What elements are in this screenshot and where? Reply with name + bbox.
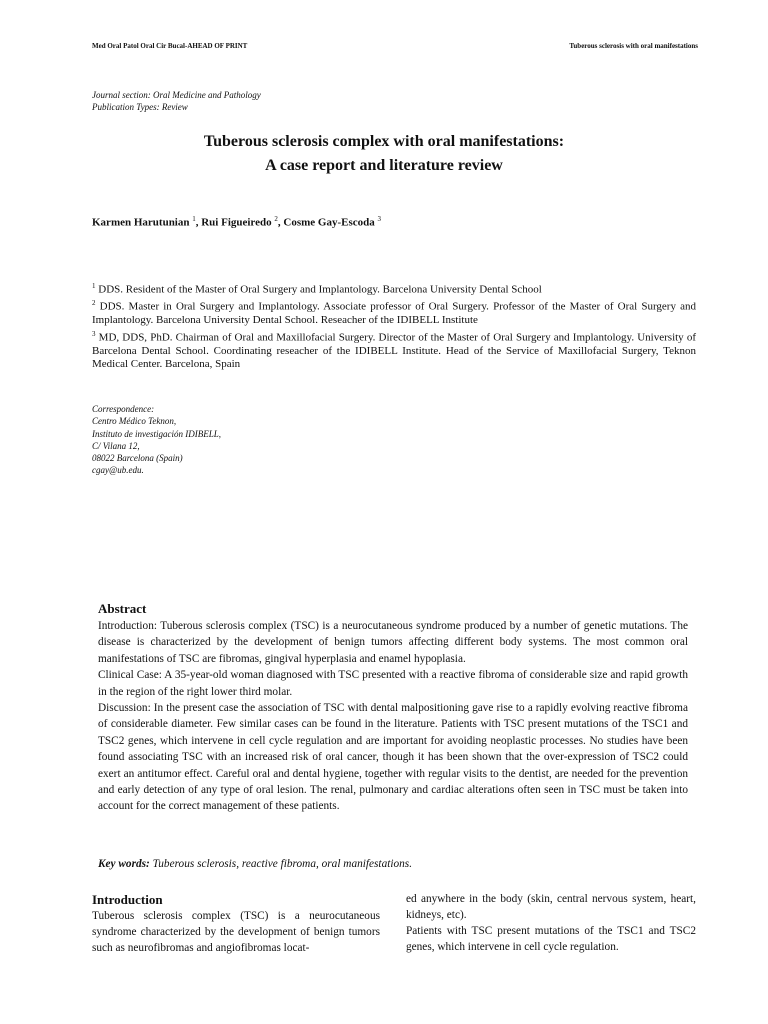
abstract-paragraph: Discussion: In the present case the association of TSC with dental malpositioning gave rise to a rapidly evolving reactive fibroma of considerable diameter. Few similar cases can be found in the literature. Patients with TSC present mutations of the TSC1 and TSC2 genes, which intervene in cell cycle regulation and are important for avoiding neoplastic processes. No studies have been found associating TSC with an increased risk of oral cancer, though it has been shown that the over-expression of TSC2 could exert an antitumor effect. Careful oral and dental hygiene, together with regular visits to the dentist, are needed for the prevention and early detection of any type of oral lesion. The renal, pulmonary and cardiac alterations often seen in TSC must be taken into account for the correct management of these patients. — [98, 702, 688, 813]
body-column-right — [406, 891, 696, 955]
author-affil-marker: 2 — [274, 215, 278, 223]
correspondence-email: cgay@ub.edu. — [92, 465, 144, 476]
affiliations — [92, 280, 696, 372]
affiliation-text: DDS. Resident of the Master of Oral Surgery and Implantology. Barcelona University Dental School — [98, 283, 542, 296]
correspondence-line: C/ Vilana 12, — [92, 440, 140, 451]
author-affil-marker: 1 — [192, 215, 196, 223]
author-separator: , — [195, 216, 202, 229]
author-affil-marker: 3 — [377, 215, 381, 223]
correspondence-line: Centro Médico Teknon, — [92, 416, 177, 427]
author-name: Rui Figueiredo — [201, 216, 272, 229]
author-name: Karmen Harutunian — [92, 216, 190, 229]
abstract-heading: Abstract — [98, 601, 147, 616]
affiliation-item — [92, 280, 696, 297]
body-paragraph: ed anywhere in the body (skin, central nervous system, heart, kidneys, etc). — [406, 893, 696, 921]
author-name: Cosme Gay-Escoda — [283, 216, 375, 229]
title-line-2: A case report and literature review — [265, 157, 503, 174]
article-title — [0, 130, 768, 178]
correspondence-line: Instituto de investigación IDIBELL, — [92, 428, 221, 439]
keywords-label: Key words: — [98, 858, 150, 870]
affiliation-marker: 2 — [92, 299, 96, 308]
body-paragraph: Patients with TSC present mutations of the TSC1 and TSC2 genes, which intervene in cell cycle regulation. — [406, 925, 696, 953]
abstract-paragraph: Introduction: Tuberous sclerosis complex (TSC) is a neurocutaneous syndrome produced by a number of genetic mutations. The disease is characterized by the development of benign tumors affecting different body systems. The most common oral manifestations of TSC are fibromas, gingival hyperplasia and enamel hypoplasia. — [98, 620, 688, 665]
abstract-section — [98, 600, 688, 815]
keywords-text: Tuberous sclerosis, reactive fibroma, oral manifestations. — [152, 858, 413, 870]
affiliation-text: MD, DDS, PhD. Chairman of Oral and Maxillofacial Surgery. Director of the Master of Oral Surgery and Implantology. University of Barcelona Dental School. Coordinating reseacher of the IDIBELL Institute. Head of the Service of Maxillofacial Surgery, Teknon Medical Center. Barcelona, Spain — [92, 331, 697, 371]
affiliation-marker: 1 — [92, 282, 96, 290]
body-column-left — [92, 891, 380, 956]
correspondence-block — [92, 403, 221, 477]
affiliation-marker: 3 — [92, 329, 96, 338]
abstract-paragraph: Clinical Case: A 35-year-old woman diagnosed with TSC presented with a reactive fibroma of considerable size and rapid growth in the region of the right lower third molar. — [98, 669, 688, 698]
author-list — [92, 215, 381, 229]
author-separator: , — [277, 216, 284, 229]
body-paragraph: Tuberous sclerosis complex (TSC) is a neurocutaneous syndrome characterized by the development of benign tumors such as neurofibromas and angiofibromas locat- — [92, 910, 380, 954]
introduction-heading: Introduction — [92, 892, 163, 907]
affiliation-text: DDS. Master in Oral Surgery and Implantology. Associate professor of Oral Surgery. Professor of the Master of Oral Surgery and Implantology. Barcelona University Dental School. Reseacher of the IDIBELL Institute — [92, 300, 696, 327]
affiliation-item — [92, 297, 696, 328]
running-header-right: Tuberous sclerosis with oral manifestations — [569, 42, 698, 50]
title-line-1: Tuberous sclerosis complex with oral manifestations: — [203, 133, 565, 150]
correspondence-label: Correspondence: — [92, 404, 155, 414]
correspondence-line: 08022 Barcelona (Spain) — [92, 453, 183, 464]
publication-types: Publication Types: Review — [92, 102, 188, 112]
affiliation-item — [92, 328, 696, 372]
running-header-left: Med Oral Patol Oral Cir Bucal-AHEAD OF PRINT — [92, 42, 248, 50]
journal-section: Journal section: Oral Medicine and Pathology — [92, 90, 261, 100]
keywords — [98, 858, 412, 870]
